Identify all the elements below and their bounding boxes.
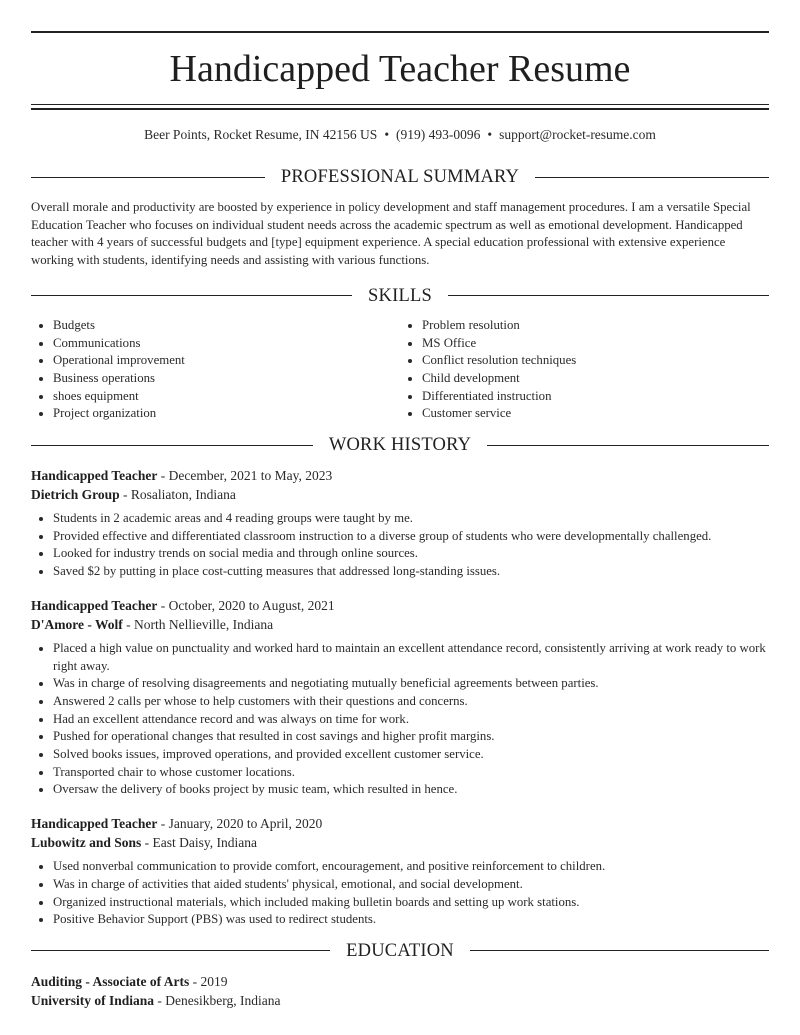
job-title: Handicapped Teacher <box>31 468 158 484</box>
job-bullets <box>31 858 769 929</box>
skill-item: • Problem resolution <box>422 317 769 335</box>
skills-column-right <box>400 317 769 423</box>
job-bullet: • Used nonverbal communication to provide comfort, encouragement, and positive reinforcement to children. <box>53 858 769 876</box>
job-bullet: • Provided effective and differentiated classroom instruction to a diverse group of students who were developmentally challenged. <box>53 528 769 546</box>
job-company-line: D'Amore - Wolf - North Nellieville, Indiana <box>31 616 274 632</box>
job-bullet: • Oversaw the delivery of books project by music team, which resulted in hence. <box>53 781 769 799</box>
job-entry <box>31 466 769 581</box>
contact-line <box>31 126 769 144</box>
job-bullet: • Was in charge of activities that aided students' physical, emotional, and social development. <box>53 876 769 894</box>
job-location: East Daisy, Indiana <box>152 835 258 851</box>
resume-page <box>31 31 769 1010</box>
section-header-skills <box>31 285 769 307</box>
job-title-line: Handicapped Teacher - January, 2020 to April, 2020 <box>31 816 323 832</box>
job-entry <box>31 596 769 799</box>
job-bullet: • Positive Behavior Support (PBS) was used to redirect students. <box>53 911 769 929</box>
resume-title: Handicapped Teacher Resume <box>169 48 631 90</box>
education-year: 2019 <box>200 973 228 989</box>
skill-item: • Customer service <box>422 405 769 423</box>
job-bullet: • Transported chair to whose customer locations. <box>53 764 769 782</box>
job-bullet: • Placed a high value on punctuality and worked hard to maintain an excellent attendance record, consistently arriving at work ready to work right away. <box>53 640 769 675</box>
job-dates: December, 2021 to May, 2023 <box>168 468 333 484</box>
section-rule <box>31 445 313 446</box>
job-company-line: Dietrich Group - Rosaliaton, Indiana <box>31 487 236 503</box>
skills-column-left <box>31 317 400 423</box>
section-rule <box>487 445 769 446</box>
job-title: Handicapped Teacher <box>31 597 158 613</box>
skill-item: • MS Office <box>422 335 769 353</box>
skill-item: • Business operations <box>53 370 400 388</box>
section-rule <box>31 295 352 296</box>
job-bullet: • Was in charge of resolving disagreements and negotiating mutually beneficial agreements between parties. <box>53 675 769 693</box>
section-rule <box>31 950 330 951</box>
job-bullet: • Students in 2 academic areas and 4 reading groups were taught by me. <box>53 510 769 528</box>
job-bullet: • Pushed for operational changes that resulted in cost savings and higher profit margins. <box>53 728 769 746</box>
job-bullet: • Solved books issues, improved operations, and provided excellent customer service. <box>53 746 769 764</box>
education-degree-line: Auditing - Associate of Arts - 2019 <box>31 973 228 989</box>
skills-list <box>31 317 769 423</box>
job-bullet: • Looked for industry trends on social media and through online sources. <box>53 545 769 563</box>
contact-address: Beer Points, Rocket Resume, IN 42156 US <box>144 127 378 142</box>
education-location: Denesikberg, Indiana <box>165 992 281 1008</box>
title-double-rule <box>31 104 769 110</box>
section-header-summary <box>31 166 769 188</box>
skill-item: • Project organization <box>53 405 400 423</box>
section-rule <box>31 177 265 178</box>
skill-item: • Conflict resolution techniques <box>422 352 769 370</box>
job-dates: January, 2020 to April, 2020 <box>168 816 323 832</box>
skill-item: • Budgets <box>53 317 400 335</box>
education-school: University of Indiana <box>31 992 155 1008</box>
contact-separator: • <box>384 127 390 142</box>
job-dates: October, 2020 to August, 2021 <box>168 597 335 613</box>
section-title-work: WORK HISTORY <box>328 435 472 456</box>
section-header-work <box>31 434 769 456</box>
section-rule <box>535 177 769 178</box>
job-bullet: • Had an excellent attendance record and was always on time for work. <box>53 711 769 729</box>
skill-item: • Child development <box>422 370 769 388</box>
job-company: D'Amore - Wolf <box>31 616 123 632</box>
job-company: Lubowitz and Sons <box>31 835 142 851</box>
skill-item: • Communications <box>53 335 400 353</box>
job-bullets <box>31 510 769 581</box>
job-bullet: • Saved $2 by putting in place cost-cutting measures that addressed long-standing issues. <box>53 563 769 581</box>
contact-email: support@rocket-resume.com <box>499 127 656 142</box>
section-rule <box>448 295 769 296</box>
job-bullet: • Organized instructional materials, which included making bulletin boards and setting up work stations. <box>53 894 769 912</box>
job-location: Rosaliaton, Indiana <box>130 487 236 503</box>
job-title-line: Handicapped Teacher - December, 2021 to May, 2023 <box>31 468 333 484</box>
job-company-line: Lubowitz and Sons - East Daisy, Indiana <box>31 835 258 851</box>
section-title-education: EDUCATION <box>346 940 454 961</box>
section-header-education <box>31 940 769 962</box>
top-rule <box>31 31 769 33</box>
education-entry <box>31 972 769 1010</box>
skill-item: • shoes equipment <box>53 388 400 406</box>
skill-item: • Differentiated instruction <box>422 388 769 406</box>
job-location: North Nellieville, Indiana <box>134 616 274 632</box>
education-degree: Auditing - Associate of Arts <box>31 973 190 989</box>
job-entry <box>31 814 769 929</box>
job-bullet: • Answered 2 calls per whose to help customers with their questions and concerns. <box>53 693 769 711</box>
skill-item: • Operational improvement <box>53 352 400 370</box>
education-school-line: University of Indiana - Denesikberg, Indiana <box>31 992 281 1008</box>
section-title-summary: PROFESSIONAL SUMMARY <box>280 167 520 187</box>
contact-phone: (919) 493-0096 <box>396 127 481 142</box>
job-bullets <box>31 640 769 799</box>
job-title-line: Handicapped Teacher - October, 2020 to August, 2021 <box>31 597 335 613</box>
job-company: Dietrich Group <box>31 487 120 503</box>
job-title: Handicapped Teacher <box>31 816 158 832</box>
summary-text: Overall morale and productivity are boosted by experience in policy development and staff management procedures. I am a versatile Special Education Teacher who focuses on individual student needs across the academic spectrum as well as emotional development. Handicapped teacher with 4 years of successful budgets and [type] equipment experience. A special education professional with extensive experience working with students, identifying needs and assisting with various functions. <box>31 200 751 268</box>
section-title-skills: SKILLS <box>368 285 432 306</box>
section-rule <box>470 950 769 951</box>
contact-separator: • <box>487 127 493 142</box>
